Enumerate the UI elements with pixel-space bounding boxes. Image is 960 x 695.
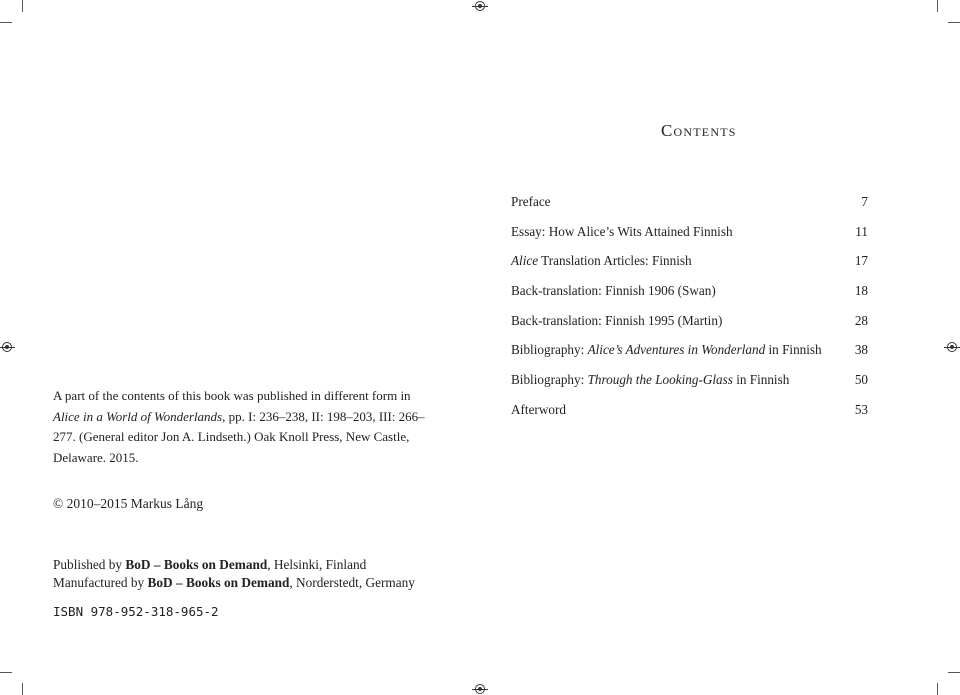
toc-page-number: 18 xyxy=(854,283,868,299)
registration-mark-icon xyxy=(947,342,957,352)
toc-entry-title: Preface xyxy=(511,194,551,209)
publisher-info xyxy=(53,556,415,592)
manufactured-by-line: Manufactured by BoD – Books on Demand, Norderstedt, Germany xyxy=(53,575,415,590)
registration-mark-icon xyxy=(475,684,485,694)
toc-page-number: 7 xyxy=(861,194,868,209)
registration-mark-icon xyxy=(475,1,485,11)
toc-entry-title: Bibliography: Through the Looking-Glass in Finnish xyxy=(511,372,790,388)
toc-entry xyxy=(511,193,868,223)
crop-mark xyxy=(22,0,23,12)
toc-entry xyxy=(511,223,868,253)
toc-page-number: 50 xyxy=(854,372,868,388)
crop-mark xyxy=(937,683,938,695)
crop-mark xyxy=(0,672,12,673)
crop-mark xyxy=(948,22,960,23)
book-title: Alice in a World of Wonderlands xyxy=(53,408,223,424)
crop-mark xyxy=(948,672,960,673)
toc-entry-title: Bibliography: Alice’s Adventures in Wonderland in Finnish xyxy=(511,342,822,358)
crop-mark xyxy=(937,0,938,12)
toc-entry xyxy=(511,341,868,371)
toc-entry xyxy=(511,312,868,342)
registration-mark-icon xyxy=(2,342,12,352)
toc-entry-title: Essay: How Alice’s Wits Attained Finnish xyxy=(511,223,733,239)
copyright-notice: © 2010–2015 Markus Lång xyxy=(53,496,204,511)
toc-entry-title: Back-translation: Finnish 1906 (Swan) xyxy=(511,283,716,299)
crop-mark xyxy=(22,683,23,695)
crop-mark xyxy=(0,22,12,23)
toc-entry-title: Back-translation: Finnish 1995 (Martin) xyxy=(511,312,723,328)
toc-entry xyxy=(511,252,868,282)
table-of-contents xyxy=(511,193,868,431)
publication-note: A part of the contents of this book was published in different form in Alice in a World of Wonderlands, pp. I: 236–238, II: 198–203, III: 266–277. (General editor Jon A. Lindseth.) Oak Knoll Press, New Castle, Delaware. 2015. xyxy=(53,388,425,465)
toc-entry xyxy=(511,371,868,401)
isbn: ISBN 978-952-318-965-2 xyxy=(53,604,219,619)
toc-page-number: 28 xyxy=(854,312,868,328)
toc-entry-title: Afterword xyxy=(511,401,566,417)
toc-entry-title: Alice Translation Articles: Finnish xyxy=(511,253,692,269)
contents-heading: Contents xyxy=(661,121,737,140)
toc-entry xyxy=(511,401,868,431)
toc-page-number: 17 xyxy=(854,253,868,269)
toc-page-number: 53 xyxy=(854,401,868,417)
toc-entry xyxy=(511,282,868,312)
toc-page-number: 11 xyxy=(855,223,868,239)
toc-page-number: 38 xyxy=(854,342,868,358)
published-by-line: Published by BoD – Books on Demand, Helsinki, Finland xyxy=(53,557,367,572)
